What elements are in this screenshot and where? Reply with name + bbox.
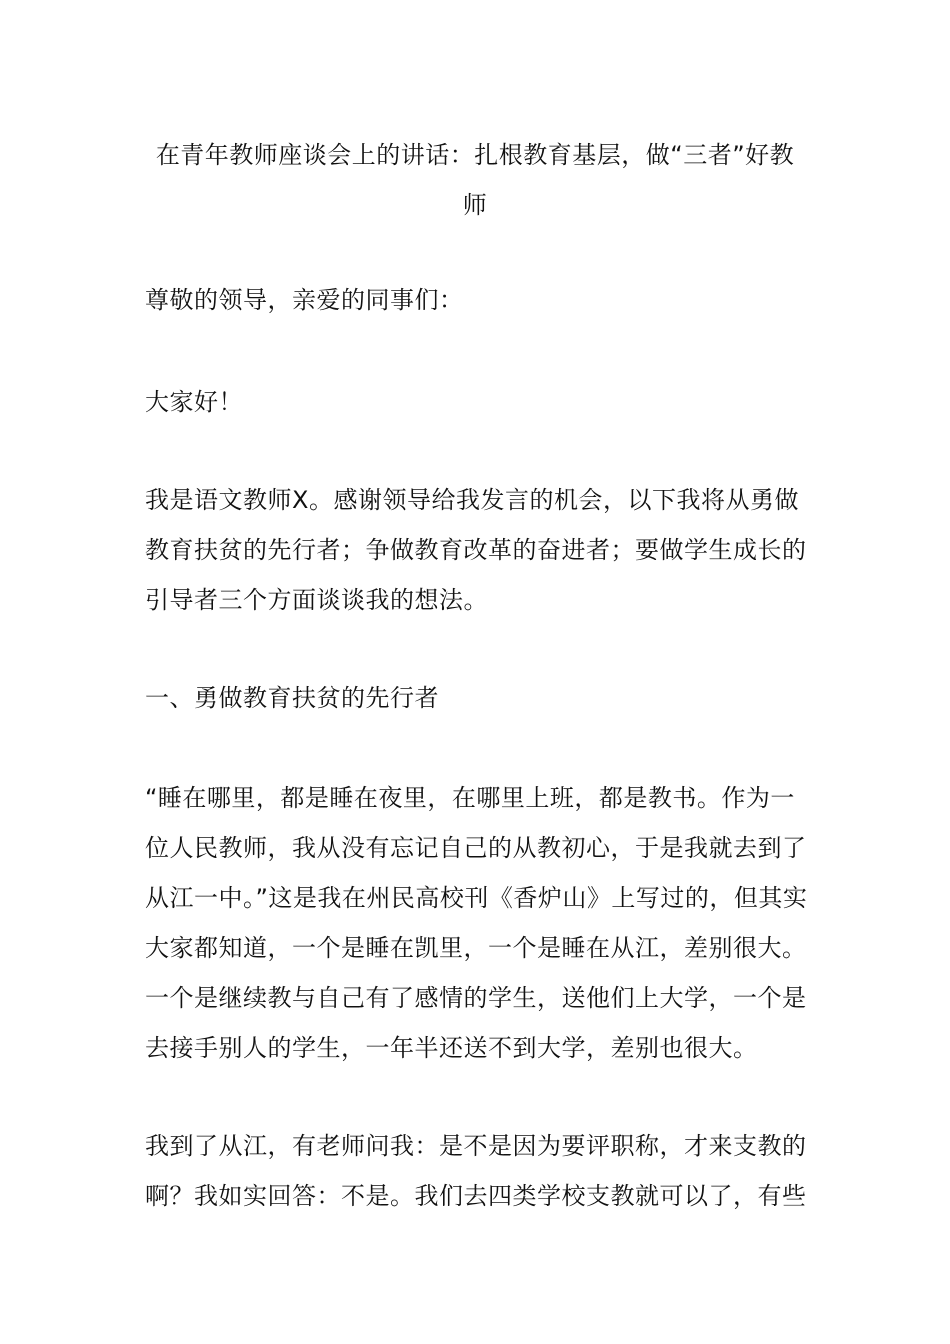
salutation: 尊敬的领导，亲爱的同事们： xyxy=(145,286,464,314)
section-heading: 一、勇做教育扶贫的先行者 xyxy=(145,684,439,712)
body-paragraph: “睡在哪里，都是睡在夜里，在哪里上班，都是教书。作为一位人民教师，我从没有忘记自己的从教初心，于是我就去到了从江一中。”这是我在州民高校刊《香炉山》上写过的，但其实大家都知道，一个是睡在凯里，一个是睡在从江，差别很大。一个是继续教与自己有了感情的学生，送他们上大学，一个是去接手别人的学生，一年半还送不到大学，差别也很大。 xyxy=(145,784,808,1062)
greeting: 大家好！ xyxy=(145,388,243,416)
document-title: 在青年教师座谈会上的讲话：扎根教育基层，做“三者”好教师 xyxy=(155,141,795,219)
body-paragraph: 我到了从江，有老师问我：是不是因为要评职称，才来支教的啊？我如实回答：不是。我们去四类学校支教就可以了，有些 xyxy=(145,1132,807,1210)
intro-paragraph: 我是语文教师X。感谢领导给我发言的机会，以下我将从勇做教育扶贫的先行者；争做教育改革的奋进者；要做学生成长的引导者三个方面谈谈我的想法。 xyxy=(145,486,807,614)
